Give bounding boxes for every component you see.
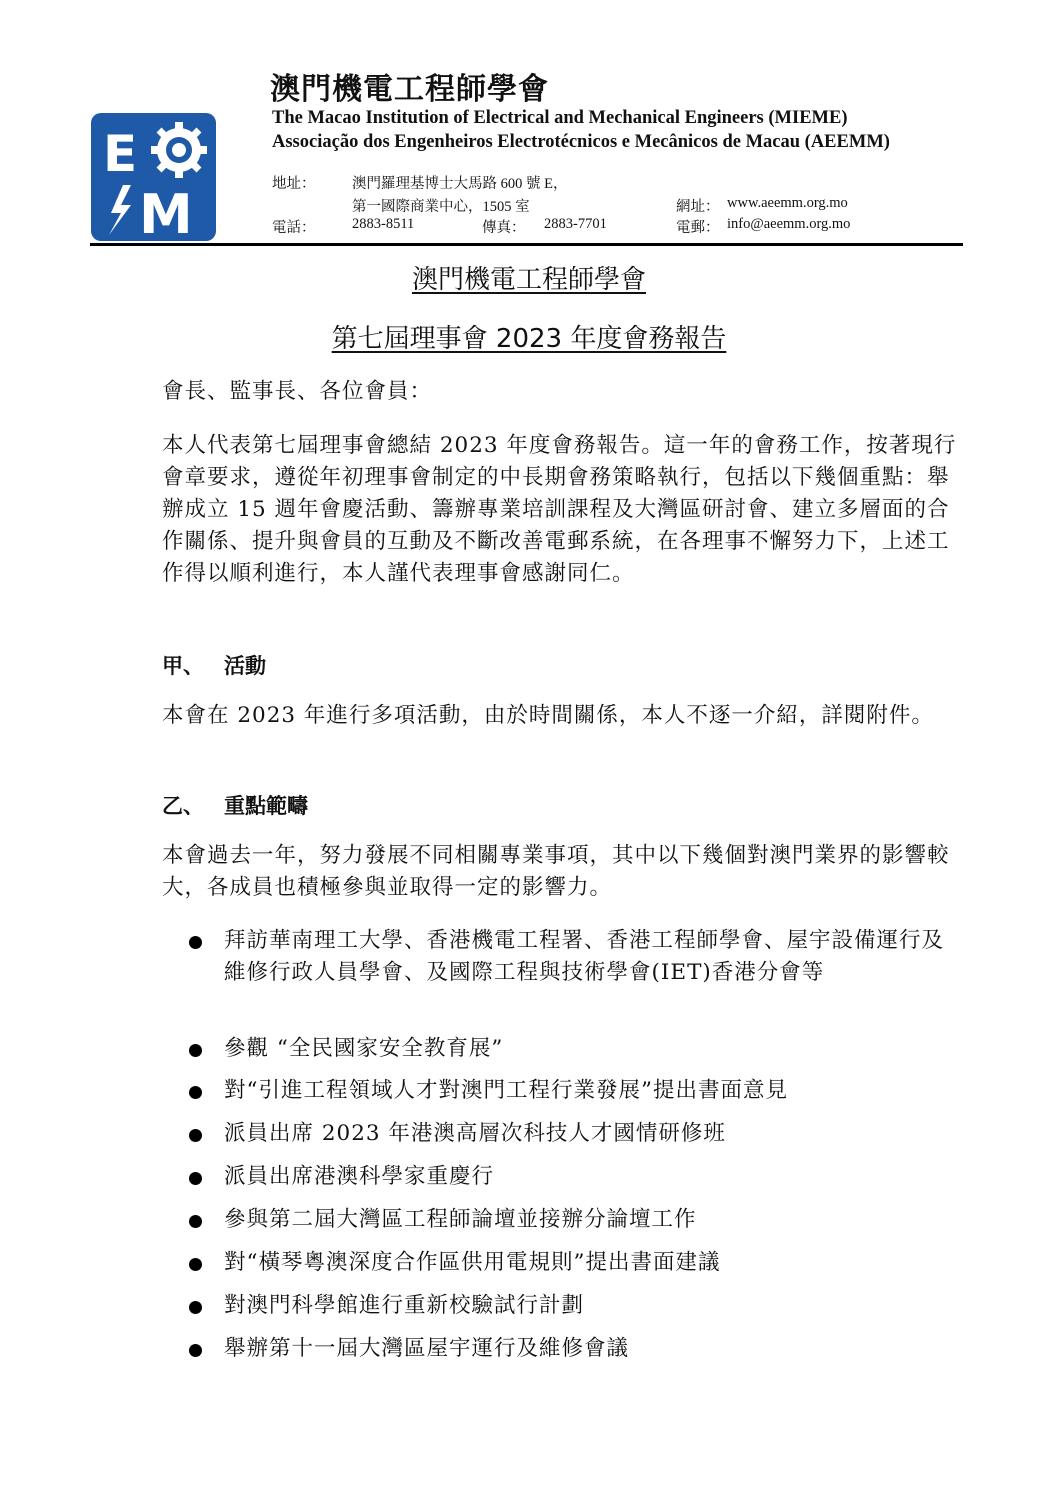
bullet-icon [189,1086,202,1099]
org-name-chinese: 澳門機電工程師學會 [270,72,549,107]
logo-graphic [91,113,216,241]
org-logo [91,113,216,241]
email-label: 電郵： [676,220,720,236]
list-item-text: 派員出席港澳科學家重慶行 [224,1164,495,1189]
address-line-2: 第一國際商業中心，1505 室 [352,199,530,215]
section-a-heading [162,650,266,680]
salutation: 會長、監事長、各位會員： [162,379,433,404]
list-item-text: 派員出席 2023 年港澳高層次科技人才國情研修班 [224,1121,726,1146]
address-line-1: 澳門羅理基博士大馬路 600 號 E， [352,176,568,192]
bullet-icon [189,1172,202,1185]
logo-letter-m: M [139,183,193,241]
intro-paragraph: 本人代表第七屆理事會總結 2023 年度會務報告。這一年的會務工作，按著現行會章要求，遵從年初理事會制定的中長期會務策略執行，包括以下幾個重點：舉辦成立 15 週年會慶活動、籌辦專業培訓課程及大灣區研討會、建立多層面的合作關係、提升與會員的互動及不斷改善電郵系統，在各理事不懈努力下，上述工作得以順利進行，本人謹代表理事會感謝同仁。 [162,433,957,586]
fax-number: 2883-7701 [544,216,607,232]
website-label: 網址： [676,199,720,215]
report-title-org: 澳門機電工程師學會 [411,265,646,295]
address-label: 地址： [272,176,316,192]
header-divider [90,243,963,246]
list-item-text: 參觀 “全民國家安全教育展” [224,1036,504,1061]
gear-icon [151,122,207,178]
website-link[interactable]: www.aeemm.org.mo [727,195,848,211]
list-item-text: 拜訪華南理工大學、香港機電工程署、香港工程師學會、屋宇設備運行及維修行政人員學會、及國際工程與技術學會(IET)香港分會等 [224,928,945,985]
section-b-title: 重點範疇 [224,793,308,818]
section-a-title: 活動 [224,653,266,678]
section-a-paragraph: 本會在 2023 年進行多項活動，由於時間關係，本人不逐一介紹，詳閱附件。 [162,703,934,728]
list-item-text: 參與第二屆大灣區工程師論壇並接辦分論壇工作 [224,1207,697,1232]
bullet-icon [189,1301,202,1314]
lightning-icon [109,185,131,235]
list-item-text: 舉辦第十一屆大灣區屋宇運行及維修會議 [224,1336,630,1361]
bullet-icon [189,1129,202,1142]
bullet-icon [189,1044,202,1057]
org-name-portuguese: Associação dos Engenheiros Electrotécnicos e Mecânicos de Macau (AEEMM) [272,132,890,152]
report-title: 第七屆理事會 2023 年度會務報告 [331,324,727,354]
list-item-text: 對澳門科學館進行重新校驗試行計劃 [224,1293,585,1318]
section-b-heading [162,790,308,820]
list-item-text: 對“引進工程領域人才對澳門工程行業發展”提出書面意見 [224,1078,788,1103]
logo-letter-e: E [103,125,138,183]
bullet-icon [189,1344,202,1357]
phone-label: 電話： [272,220,316,236]
fax-label: 傳真： [482,220,526,236]
bullet-icon [189,1215,202,1228]
section-a-number: 甲、 [162,653,204,678]
org-name-english: The Macao Institution of Electrical and Mechanical Engineers (MIEME) [272,108,848,128]
phone-number: 2883-8511 [352,216,415,232]
bullet-icon [189,1258,202,1271]
email-link[interactable]: info@aeemm.org.mo [727,216,851,232]
section-b-paragraph: 本會過去一年，努力發展不同相關專業事項，其中以下幾個對澳門業界的影響較大，各成員也積極參與並取得一定的影響力。 [162,843,950,900]
list-item-text: 對“橫琴粵澳深度合作區供用電規則”提出書面建議 [224,1250,721,1275]
bullet-icon [189,936,202,949]
section-b-number: 乙、 [162,793,204,818]
